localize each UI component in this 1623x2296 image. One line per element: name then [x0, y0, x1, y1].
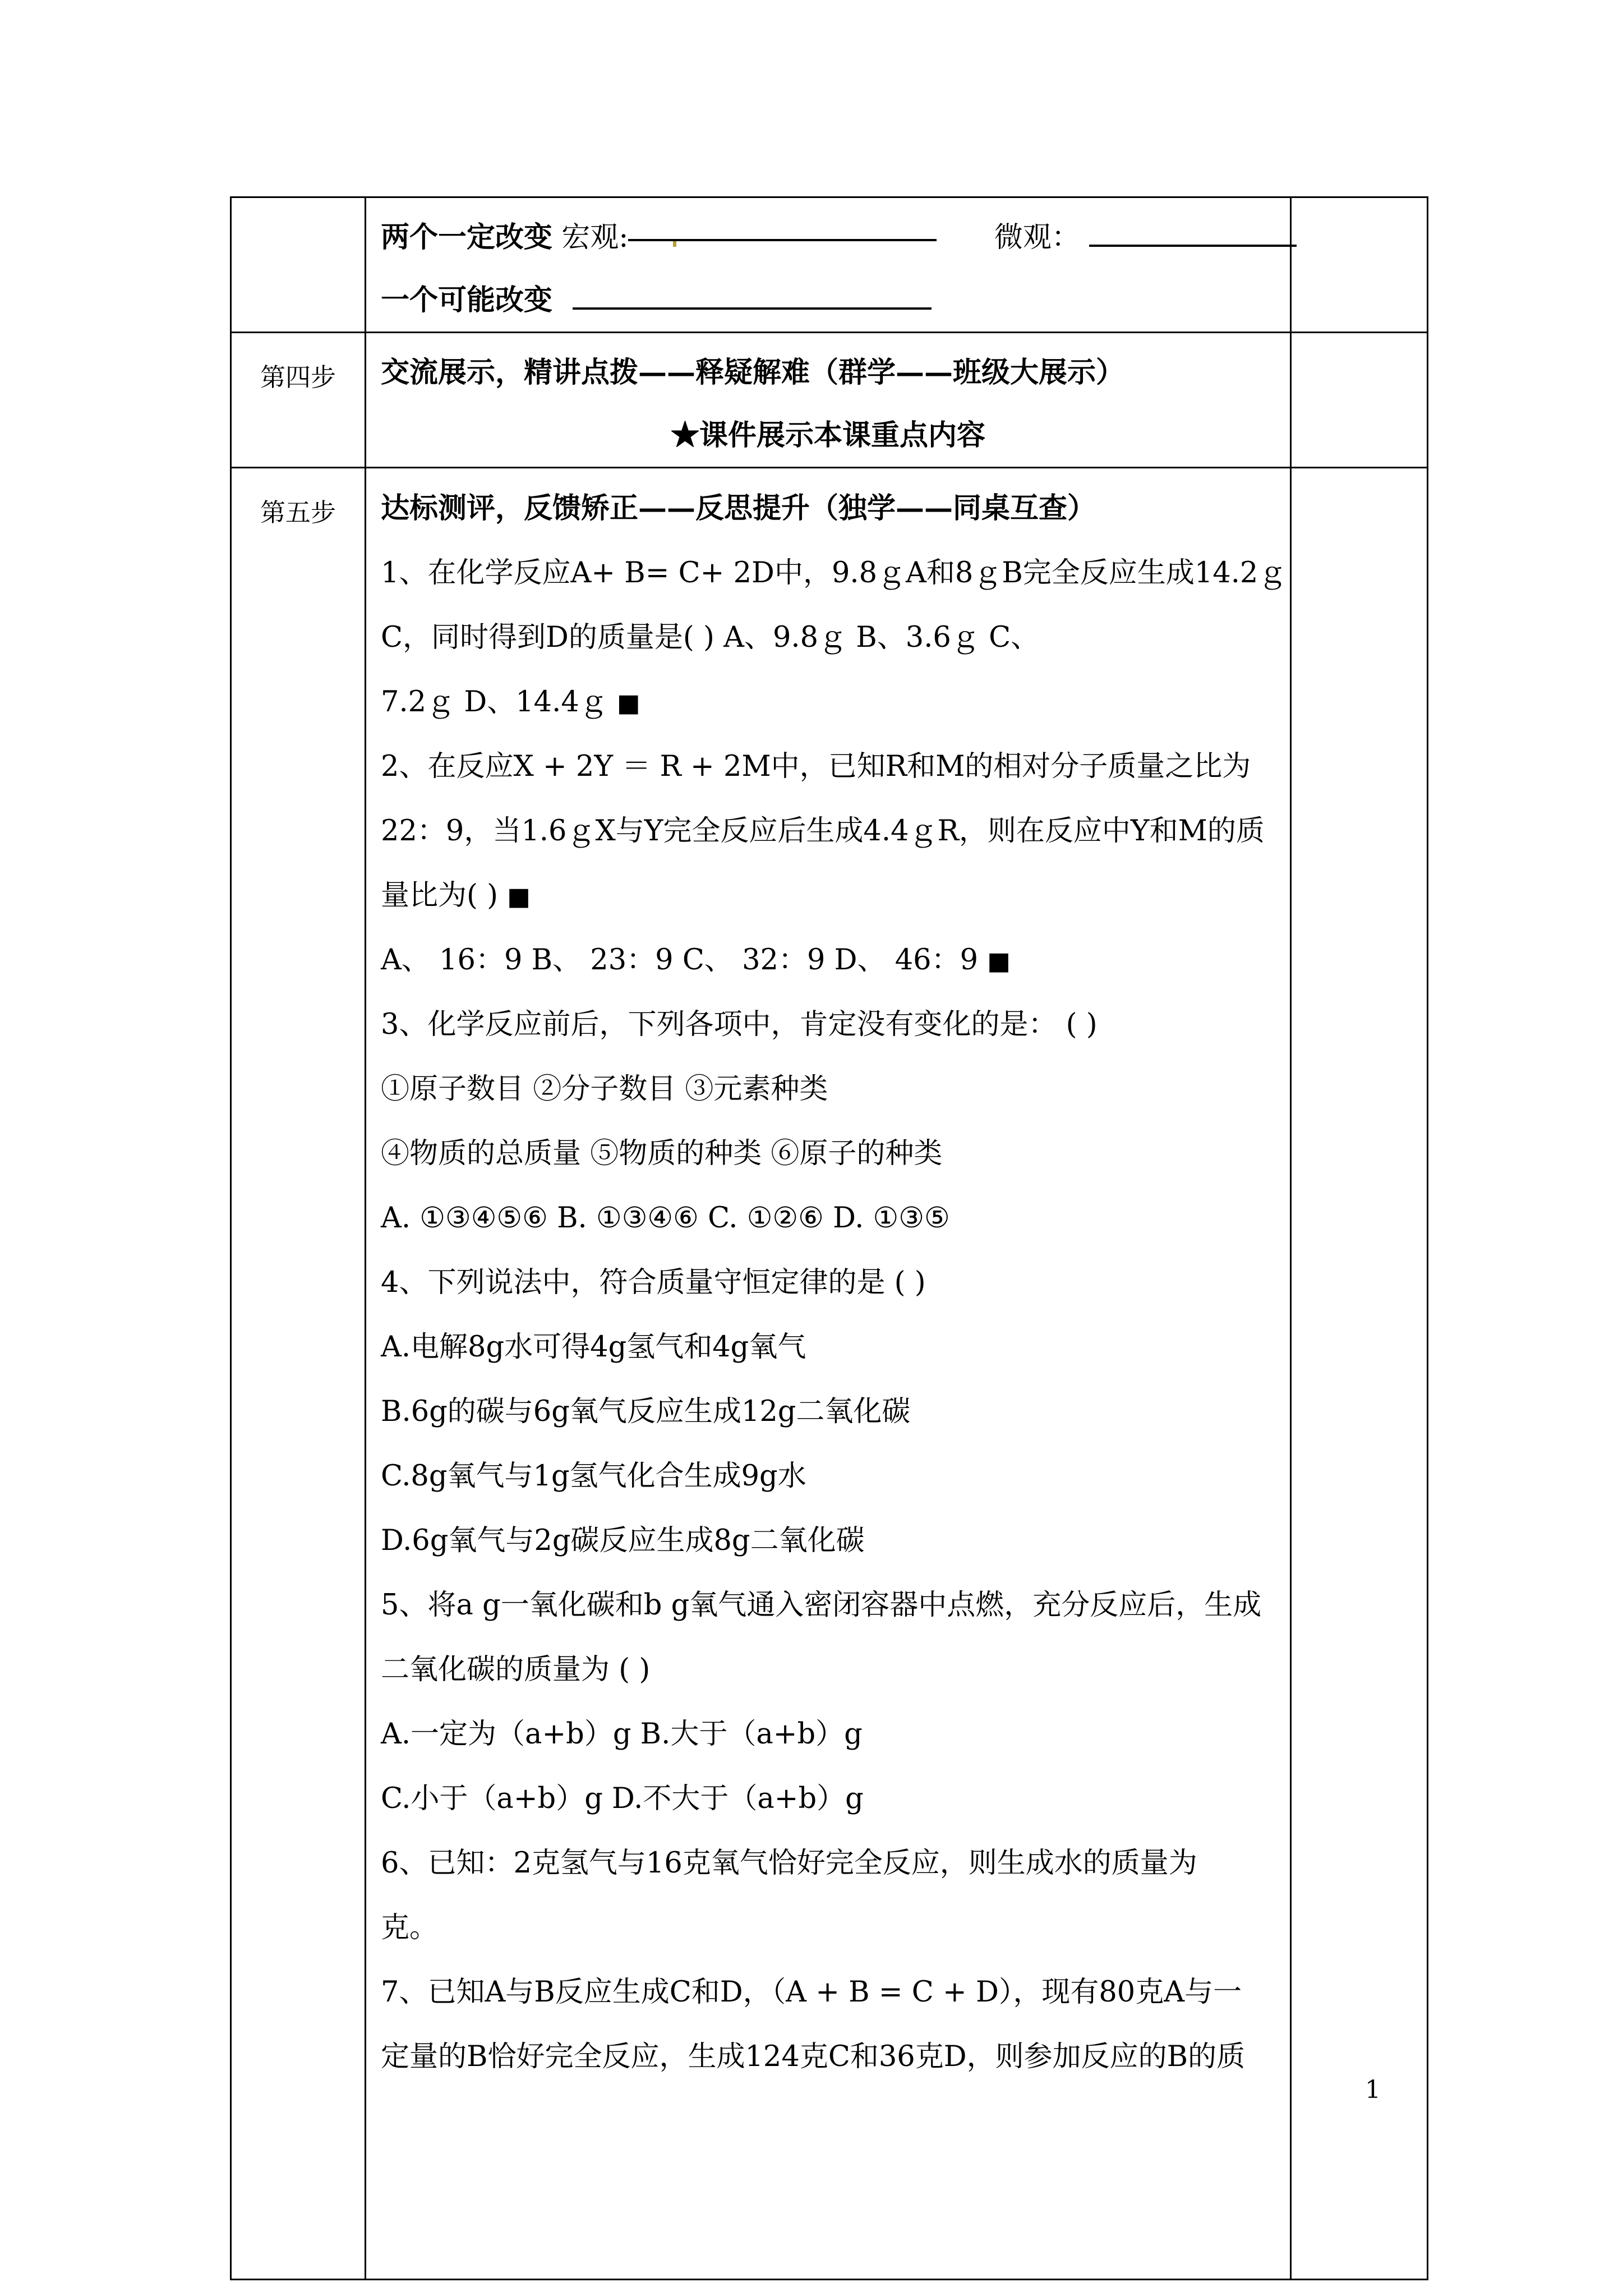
question-1-line-3: [381, 670, 1290, 734]
label-macro: 宏观:: [561, 221, 629, 254]
question-2-line-1: 2、在反应X + 2Y ＝ R + 2M中，已知R和M的相对分子质量之比为: [381, 750, 1251, 783]
step-heading: 交流展示，精讲点拨——释疑解难（群学——班级大展示）: [381, 356, 1125, 389]
step-note: ★课件展示本课重点内容: [670, 418, 985, 452]
step-heading: 达标测评，反馈矫正——反思提升（独学——同桌互查）: [381, 491, 1096, 525]
question-7-line-2: 定量的B恰好完全反应，生成124克C和36克D，则参加反应的B的质: [381, 2040, 1246, 2073]
square-mark-icon: ■: [616, 689, 640, 717]
question-4-option-c: C.8g氧气与1g氢气化合生成9g水: [381, 1460, 806, 1493]
question-2-options-text: A、 16：9 B、 23：9 C、 32：9 D、 46：9: [381, 944, 979, 977]
question-6-line-1: 6、已知：2克氢气与16克氧气恰好完全反应，则生成水的质量为: [381, 1847, 1197, 1880]
label-micro: 微观：: [994, 221, 1080, 254]
fill-line-1: [381, 206, 1290, 269]
blank-macro[interactable]: [628, 206, 937, 241]
content-cell: [366, 197, 1291, 333]
question-2-stem-end: 量比为( ): [381, 879, 499, 912]
square-mark-icon: ■: [987, 947, 1011, 976]
question-3-line-2: ①原子数目 ②分子数目 ③元素种类: [381, 1073, 828, 1106]
question-3-line-1: 3、化学反应前后，下列各项中，肯定没有变化的是： ( ): [381, 1008, 1098, 1041]
worksheet-table: [230, 196, 1428, 2280]
label-one-possible-change: 一个可能改变: [381, 283, 553, 317]
question-6-line-2: 克。: [381, 1911, 439, 1944]
content-cell: [366, 333, 1291, 468]
question-2-options: [381, 928, 1290, 992]
question-1-line-2: C，同时得到D的质量是( ) A、9.8ｇ B、3.6ｇ C、: [381, 621, 1040, 654]
step-label: 第四步: [231, 333, 366, 468]
content-cell: [366, 468, 1291, 2280]
row-step4: [231, 333, 1428, 468]
question-4-option-b: B.6g的碳与6g氧气反应生成12g二氧化碳: [381, 1395, 911, 1428]
step-label: 第五步: [231, 468, 366, 2280]
fill-line-2: [381, 269, 1290, 332]
question-1-line-1: 1、在化学反应A+ B= C+ 2D中，9.8ｇA和8ｇB完全反应生成14.2ｇ: [381, 556, 1287, 590]
question-1-options: 7.2ｇ D、14.4ｇ: [381, 685, 608, 719]
blank-micro[interactable]: [1089, 212, 1297, 247]
question-2-line-3: [381, 863, 1290, 928]
note-cell: [1291, 333, 1428, 468]
blank-possible-change[interactable]: [573, 275, 932, 310]
step-cell-empty: [231, 197, 366, 333]
question-3-line-3: ④物质的总质量 ⑤物质的种类 ⑥原子的种类: [381, 1137, 943, 1170]
square-mark-icon: ■: [507, 882, 531, 911]
note-cell: [1291, 197, 1428, 333]
question-4-option-a: A.电解8g水可得4g氢气和4g氧气: [381, 1331, 806, 1364]
question-4-line-1: 4、下列说法中，符合质量守恒定律的是 ( ): [381, 1266, 926, 1299]
question-5-line-2: 二氧化碳的质量为 ( ): [381, 1653, 651, 1686]
note-cell: [1291, 468, 1428, 2280]
question-5-options-cd: C.小于（a+b）g D.不大于（a+b）g: [381, 1782, 864, 1815]
question-5-options-ab: A.一定为（a+b）g B.大于（a+b）g: [381, 1718, 863, 1751]
question-3-options: A. ①③④⑤⑥ B. ①③④⑥ C. ①②⑥ D. ①③⑤: [381, 1202, 950, 1235]
question-2-line-2: 22：9，当1.6ｇX与Y完全反应后生成4.4ｇR，则在反应中Y和M的质: [381, 815, 1265, 848]
page-number: 1: [1365, 2076, 1381, 2104]
question-4-option-d: D.6g氧气与2g碳反应生成8g二氧化碳: [381, 1524, 865, 1557]
row-conclusion: [231, 197, 1428, 333]
question-5-line-1: 5、将a g一氧化碳和b g氧气通入密闭容器中点燃，充分反应后，生成: [381, 1589, 1262, 1622]
question-7-line-1: 7、已知A与B反应生成C和D，（A + B = C + D），现有80克A与一: [381, 1976, 1242, 2009]
label-two-changes: 两个一定改变: [381, 220, 553, 254]
row-step5: [231, 468, 1428, 2280]
